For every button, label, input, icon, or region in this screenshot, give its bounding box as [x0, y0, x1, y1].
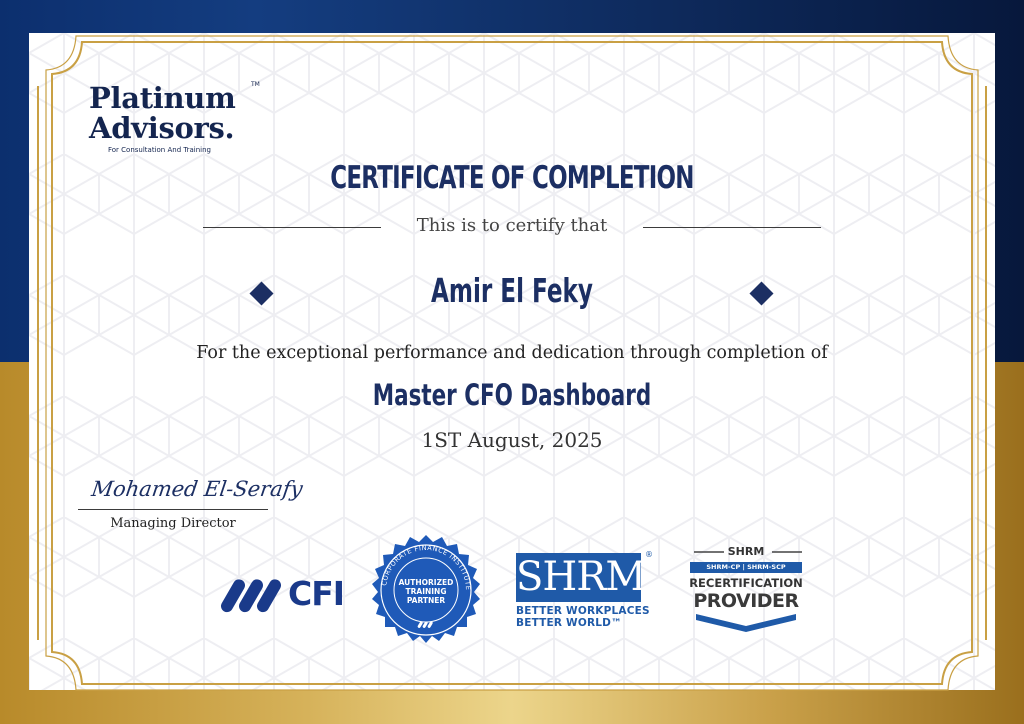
signature-line: [78, 509, 268, 510]
seal-line-authorized: AUTHORIZED: [398, 578, 454, 587]
shrm-tagline-line2: BETTER WORLD™: [516, 617, 622, 629]
seal-ring-text: CORPORATE FINANCE INSTITUTE: [380, 543, 473, 591]
provider-recertification-text: RECERTIFICATION: [689, 576, 803, 590]
completion-date: 1ST August, 2025: [421, 428, 603, 452]
seal-line-training: TRAINING: [405, 587, 447, 596]
signature-text: Mohamed El-Serafy: [90, 476, 305, 501]
trademark-symbol: TM: [251, 81, 260, 88]
logo-tagline: For Consultation And Training: [108, 146, 211, 154]
provider-credentials-bar: SHRM-CP | SHRM-SCP: [690, 562, 802, 573]
certificate-title: CERTIFICATE OF COMPLETION: [330, 160, 694, 196]
signature-image: [90, 466, 305, 510]
platinum-advisors-logo: [89, 81, 260, 154]
certify-intro-text: This is to certify that: [416, 215, 608, 236]
shrm-logo: SHRM: [516, 554, 646, 600]
provider-shrm-text: SHRM: [727, 545, 765, 558]
shrm-registered-mark: ®: [645, 550, 653, 559]
signatory-role: Managing Director: [110, 516, 236, 531]
recipient-name: Amir El Feky: [431, 271, 593, 310]
cfi-stripes-icon: [222, 576, 286, 612]
provider-chevron-icon: [694, 612, 798, 634]
provider-title-text: PROVIDER: [693, 590, 799, 612]
course-name: Master CFO Dashboard: [372, 378, 652, 412]
completion-statement: For the exceptional performance and dedication through completion of: [196, 343, 828, 363]
cfi-logo-text: CFI: [288, 574, 345, 613]
seal-line-partner: PARTNER: [406, 596, 446, 605]
shrm-tagline-line1: BETTER WORKPLACES: [516, 605, 650, 617]
logo-wordmark-line2: Advisors.: [89, 111, 235, 145]
shrm-tagline: [516, 605, 656, 629]
logo-wordmark-line1: Platinum: [89, 81, 236, 115]
